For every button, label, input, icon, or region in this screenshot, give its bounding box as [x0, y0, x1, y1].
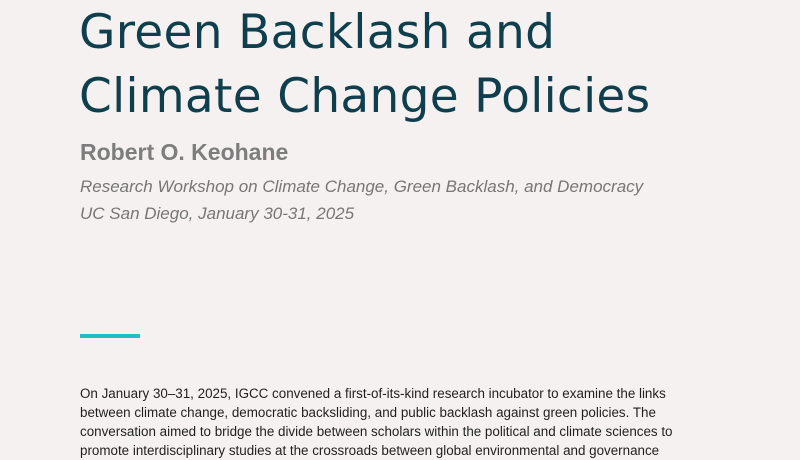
accent-divider — [80, 334, 140, 338]
intro-paragraph-line-2: between climate change, democratic backsliding, and public backlash against green policies. The — [80, 405, 656, 421]
document-title-line-2: Climate Change Policies — [79, 69, 651, 125]
intro-paragraph — [80, 384, 720, 460]
location-date: UC San Diego, January 30-31, 2025 — [80, 204, 355, 223]
intro-paragraph-line-1: On January 30–31, 2025, IGCC convened a first-of-its-kind research incubator to examine the links — [80, 386, 666, 402]
document-title-line-1: Green Backlash and — [79, 5, 556, 61]
document-title — [79, 1, 779, 129]
intro-paragraph-line-3: conversation aimed to bridge the divide between scholars within the political and climate sciences to — [80, 424, 673, 440]
workshop-title: Research Workshop on Climate Change, Green Backlash, and Democracy — [80, 177, 644, 196]
author-name: Robert O. Keohane — [80, 139, 289, 165]
intro-paragraph-line-4: promote interdisciplinary studies at the crossroads between global environmental and governance — [80, 443, 660, 459]
